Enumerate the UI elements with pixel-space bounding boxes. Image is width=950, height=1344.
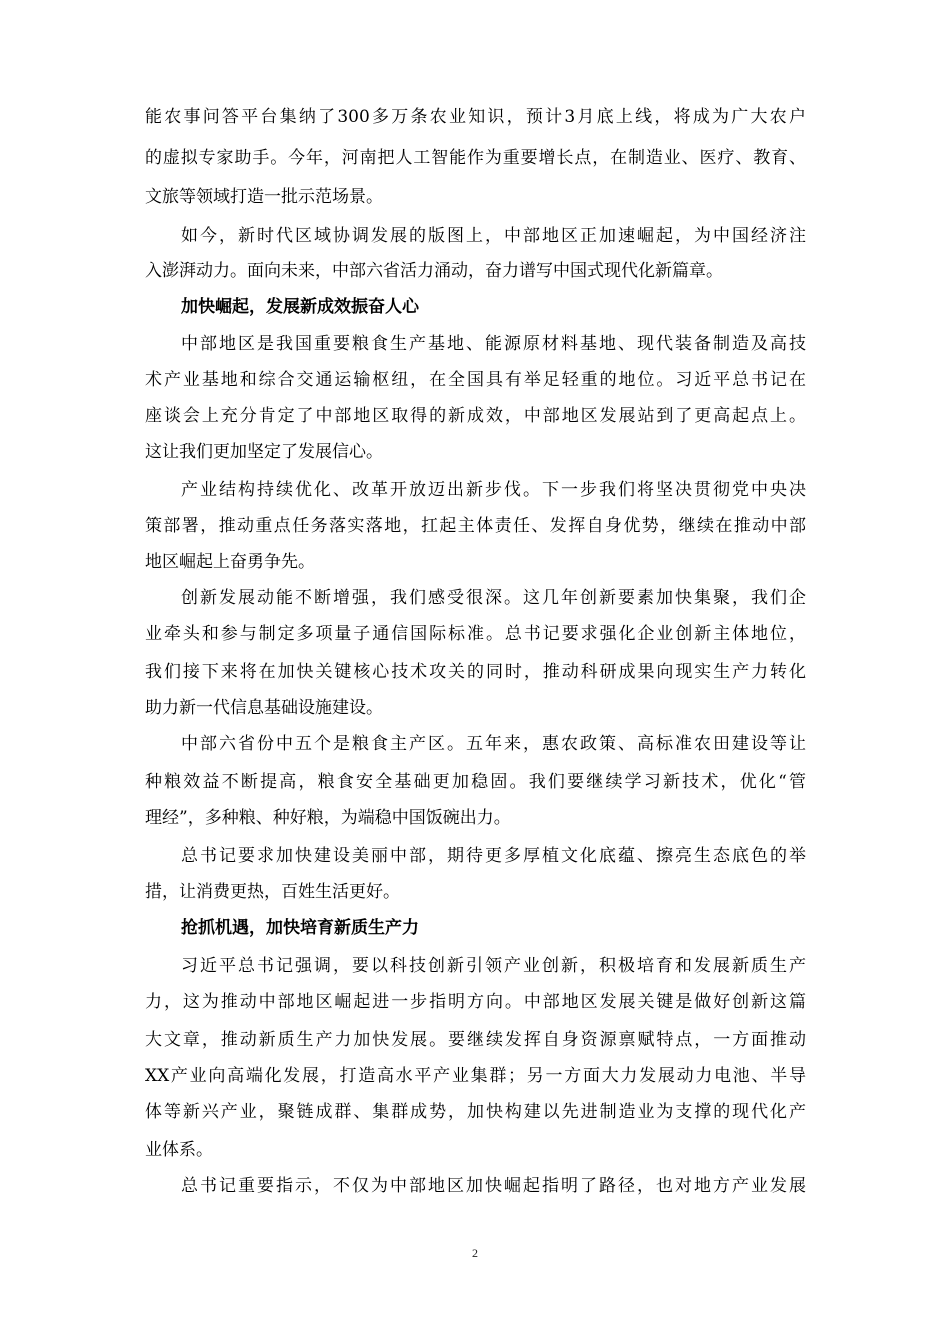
text-line bbox=[0, 767, 950, 797]
text-line bbox=[0, 365, 950, 395]
text-line bbox=[0, 475, 950, 505]
text-line bbox=[0, 401, 950, 431]
text-line bbox=[0, 1061, 950, 1091]
line-text: 的虚拟专家助手。今年，河南把人工智能作为重要增长点，在制造业、医疗、教育、 bbox=[145, 148, 806, 168]
page-number: 2 bbox=[472, 1246, 478, 1260]
text-line bbox=[0, 1135, 950, 1165]
line-text: XX产业向高端化发展，打造高水平产业集群；另一方面大力发展动力电池、半导 bbox=[145, 1066, 806, 1086]
line-text: 我们接下来将在加快关键核心技术攻关的同时，推动科研成果向现实生产力转化 bbox=[145, 662, 806, 682]
line-text: 总书记重要指示，不仅为中部地区加快崛起指明了路径，也对地方产业发展 bbox=[181, 1176, 806, 1196]
text-line bbox=[0, 437, 950, 467]
line-text: 大文章，推动新质生产力加快发展。要继续发挥自身资源禀赋特点，一方面推动 bbox=[145, 1030, 806, 1050]
text-line bbox=[0, 143, 950, 173]
line-text: 文旅等领域打造一批示范场景。 bbox=[145, 187, 383, 207]
line-text: 抢抓机遇，加快培育新质生产力 bbox=[181, 918, 419, 938]
text-line bbox=[0, 1097, 950, 1127]
line-text: 这让我们更加坚定了发展信心。 bbox=[145, 442, 383, 462]
section-heading bbox=[0, 913, 950, 943]
text-line bbox=[0, 102, 950, 132]
line-text: 能农事问答平台集纳了300多万条农业知识，预计3月底上线，将成为广大农户 bbox=[145, 107, 806, 127]
line-text: 座谈会上充分肯定了中部地区取得的新成效，中部地区发展站到了更高起点上。 bbox=[145, 406, 806, 426]
line-text: 理经”，多种粮、种好粮，为端稳中国饭碗出力。 bbox=[145, 808, 511, 828]
line-text: 习近平总书记强调，要以科技创新引领产业创新，积极培育和发展新质生产 bbox=[181, 956, 806, 976]
line-text: 种粮效益不断提高，粮食安全基础更加稳固。我们要继续学习新技术，优化“管 bbox=[145, 772, 806, 792]
text-line bbox=[0, 693, 950, 723]
line-text: 如今，新时代区域协调发展的版图上，中部地区正加速崛起，为中国经济注 bbox=[181, 226, 806, 246]
line-text: 业体系。 bbox=[145, 1140, 213, 1160]
line-text: 入澎湃动力。面向未来，中部六省活力涌动，奋力谱写中国式现代化新篇章。 bbox=[145, 261, 723, 281]
text-line bbox=[0, 182, 950, 212]
text-line bbox=[0, 619, 950, 649]
text-line bbox=[0, 547, 950, 577]
text-line bbox=[0, 583, 950, 613]
line-text: 中部六省份中五个是粮食主产区。五年来，惠农政策、高标准农田建设等让 bbox=[181, 734, 806, 754]
text-line bbox=[0, 877, 950, 907]
text-line bbox=[0, 329, 950, 359]
text-line bbox=[0, 841, 950, 871]
line-text: 创新发展动能不断增强，我们感受很深。这几年创新要素加快集聚，我们企 bbox=[181, 588, 806, 608]
text-line bbox=[0, 729, 950, 759]
line-text: 业牵头和参与制定多项量子通信国际标准。总书记要求强化企业创新主体地位， bbox=[145, 624, 806, 644]
line-text: 地区崛起上奋勇争先。 bbox=[145, 552, 315, 572]
text-line bbox=[0, 1025, 950, 1055]
line-text: 助力新一代信息基础设施建设。 bbox=[145, 698, 383, 718]
section-heading bbox=[0, 292, 950, 322]
text-line bbox=[0, 1171, 950, 1201]
line-text: 产业结构持续优化、改革开放迈出新步伐。下一步我们将坚决贯彻党中央决 bbox=[181, 480, 806, 500]
line-text: 措，让消费更热，百姓生活更好。 bbox=[145, 882, 400, 902]
line-text: 术产业基地和综合交通运输枢纽，在全国具有举足轻重的地位。习近平总书记在 bbox=[145, 370, 806, 390]
text-line bbox=[0, 221, 950, 251]
text-line bbox=[0, 657, 950, 687]
text-line bbox=[0, 256, 950, 286]
line-text: 体等新兴产业，聚链成群、集群成势，加快构建以先进制造业为支撑的现代化产 bbox=[145, 1102, 806, 1122]
line-text: 中部地区是我国重要粮食生产基地、能源原材料基地、现代装备制造及高技 bbox=[181, 334, 806, 354]
text-line bbox=[0, 987, 950, 1017]
text-line bbox=[0, 951, 950, 981]
line-text: 总书记要求加快建设美丽中部，期待更多厚植文化底蕴、擦亮生态底色的举 bbox=[181, 846, 806, 866]
text-line bbox=[0, 511, 950, 541]
line-text: 力，这为推动中部地区崛起进一步指明方向。中部地区发展关键是做好创新这篇 bbox=[145, 992, 806, 1012]
line-text: 策部署，推动重点任务落实落地，扛起主体责任、发挥自身优势，继续在推动中部 bbox=[145, 516, 806, 536]
line-text: 加快崛起，发展新成效振奋人心 bbox=[181, 297, 419, 317]
text-line bbox=[0, 803, 950, 833]
